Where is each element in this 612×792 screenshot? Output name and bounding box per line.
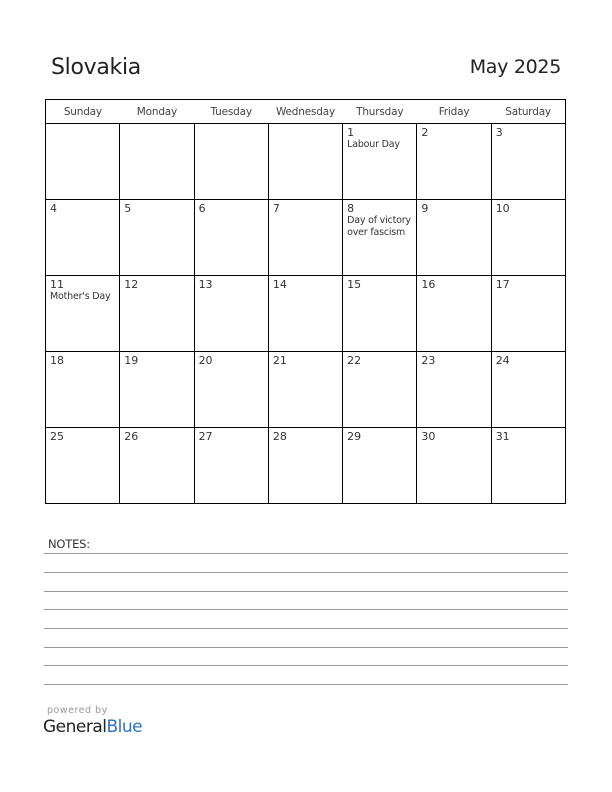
holiday-label: Mother's Day xyxy=(50,291,111,302)
day-cell xyxy=(120,352,194,428)
notes-line xyxy=(44,553,568,554)
day-cell xyxy=(491,352,565,428)
day-cell xyxy=(268,428,342,504)
weekday-header-row xyxy=(46,100,566,124)
day-cell xyxy=(417,124,491,200)
country-title: Slovakia xyxy=(51,55,141,80)
day-number: 14 xyxy=(272,278,287,291)
day-number: 7 xyxy=(272,202,280,215)
week-row xyxy=(46,428,566,504)
weekday-saturday: Saturday xyxy=(491,100,565,124)
day-number: 30 xyxy=(421,430,436,443)
day-number: 10 xyxy=(495,202,510,215)
day-number: 9 xyxy=(421,202,429,215)
day-cell xyxy=(46,200,120,276)
day-number: 6 xyxy=(198,202,206,215)
notes-label: NOTES: xyxy=(48,537,90,551)
day-cell xyxy=(194,200,268,276)
day-cell xyxy=(268,200,342,276)
day-number: 25 xyxy=(50,430,64,443)
day-number: 4 xyxy=(50,202,57,215)
day-cell xyxy=(194,276,268,352)
notes-line xyxy=(44,628,568,629)
day-cell xyxy=(343,200,417,276)
day-cell xyxy=(491,276,565,352)
day-cell xyxy=(46,276,120,352)
day-cell xyxy=(491,200,565,276)
week-row xyxy=(46,352,566,428)
day-cell xyxy=(120,200,194,276)
notes-line xyxy=(44,684,568,685)
notes-line xyxy=(44,572,568,573)
day-number: 3 xyxy=(495,126,503,139)
day-cell xyxy=(343,276,417,352)
weekday-sunday: Sunday xyxy=(46,100,120,124)
day-number: 22 xyxy=(347,354,362,367)
week-row xyxy=(46,276,566,352)
day-number: 21 xyxy=(272,354,287,367)
brand-blue: Blue xyxy=(106,717,143,737)
day-cell xyxy=(491,428,565,504)
day-number: 11 xyxy=(50,278,64,291)
day-cell xyxy=(194,124,268,200)
weekday-tuesday: Tuesday xyxy=(194,100,268,124)
day-number: 24 xyxy=(495,354,510,367)
day-cell xyxy=(417,428,491,504)
day-cell xyxy=(268,276,342,352)
day-number: 20 xyxy=(198,354,213,367)
day-number: 12 xyxy=(124,278,139,291)
weekday-monday: Monday xyxy=(120,100,194,124)
day-cell xyxy=(268,352,342,428)
weekday-wednesday: Wednesday xyxy=(268,100,342,124)
day-cell xyxy=(120,428,194,504)
day-cell xyxy=(46,352,120,428)
day-cell xyxy=(120,276,194,352)
day-cell xyxy=(194,352,268,428)
week-row xyxy=(46,200,566,276)
day-number: 5 xyxy=(124,202,132,215)
day-number: 29 xyxy=(347,430,362,443)
weekday-friday: Friday xyxy=(417,100,491,124)
day-cell xyxy=(343,428,417,504)
notes-line xyxy=(44,665,568,666)
day-number: 28 xyxy=(272,430,287,443)
day-cell xyxy=(268,124,342,200)
day-number: 17 xyxy=(495,278,510,291)
day-number: 1 xyxy=(347,126,355,139)
day-cell xyxy=(417,200,491,276)
day-number: 23 xyxy=(421,354,436,367)
generalblue-logo xyxy=(43,717,142,737)
day-cell xyxy=(194,428,268,504)
day-number: 13 xyxy=(198,278,213,291)
day-number: 15 xyxy=(347,278,362,291)
calendar-grid xyxy=(45,99,566,504)
day-number: 2 xyxy=(421,126,429,139)
notes-line xyxy=(44,591,568,592)
day-number: 27 xyxy=(198,430,213,443)
day-cell xyxy=(491,124,565,200)
day-number: 19 xyxy=(124,354,139,367)
week-row xyxy=(46,124,566,200)
day-number: 8 xyxy=(347,202,355,215)
holiday-label: Labour Day xyxy=(347,139,400,150)
day-cell xyxy=(417,276,491,352)
holiday-label: Day of victory over fascism xyxy=(347,215,411,238)
day-number: 31 xyxy=(495,430,510,443)
brand-general: General xyxy=(43,717,107,737)
day-cell xyxy=(417,352,491,428)
day-cell xyxy=(343,124,417,200)
notes-line xyxy=(44,609,568,610)
notes-line xyxy=(44,647,568,648)
weekday-thursday: Thursday xyxy=(343,100,417,124)
day-cell xyxy=(46,124,120,200)
day-cell xyxy=(120,124,194,200)
day-cell xyxy=(343,352,417,428)
powered-by-text: powered by xyxy=(47,705,108,716)
day-number: 26 xyxy=(124,430,139,443)
month-year-title: May 2025 xyxy=(469,56,561,78)
day-cell xyxy=(46,428,120,504)
day-number: 16 xyxy=(421,278,436,291)
day-number: 18 xyxy=(50,354,64,367)
